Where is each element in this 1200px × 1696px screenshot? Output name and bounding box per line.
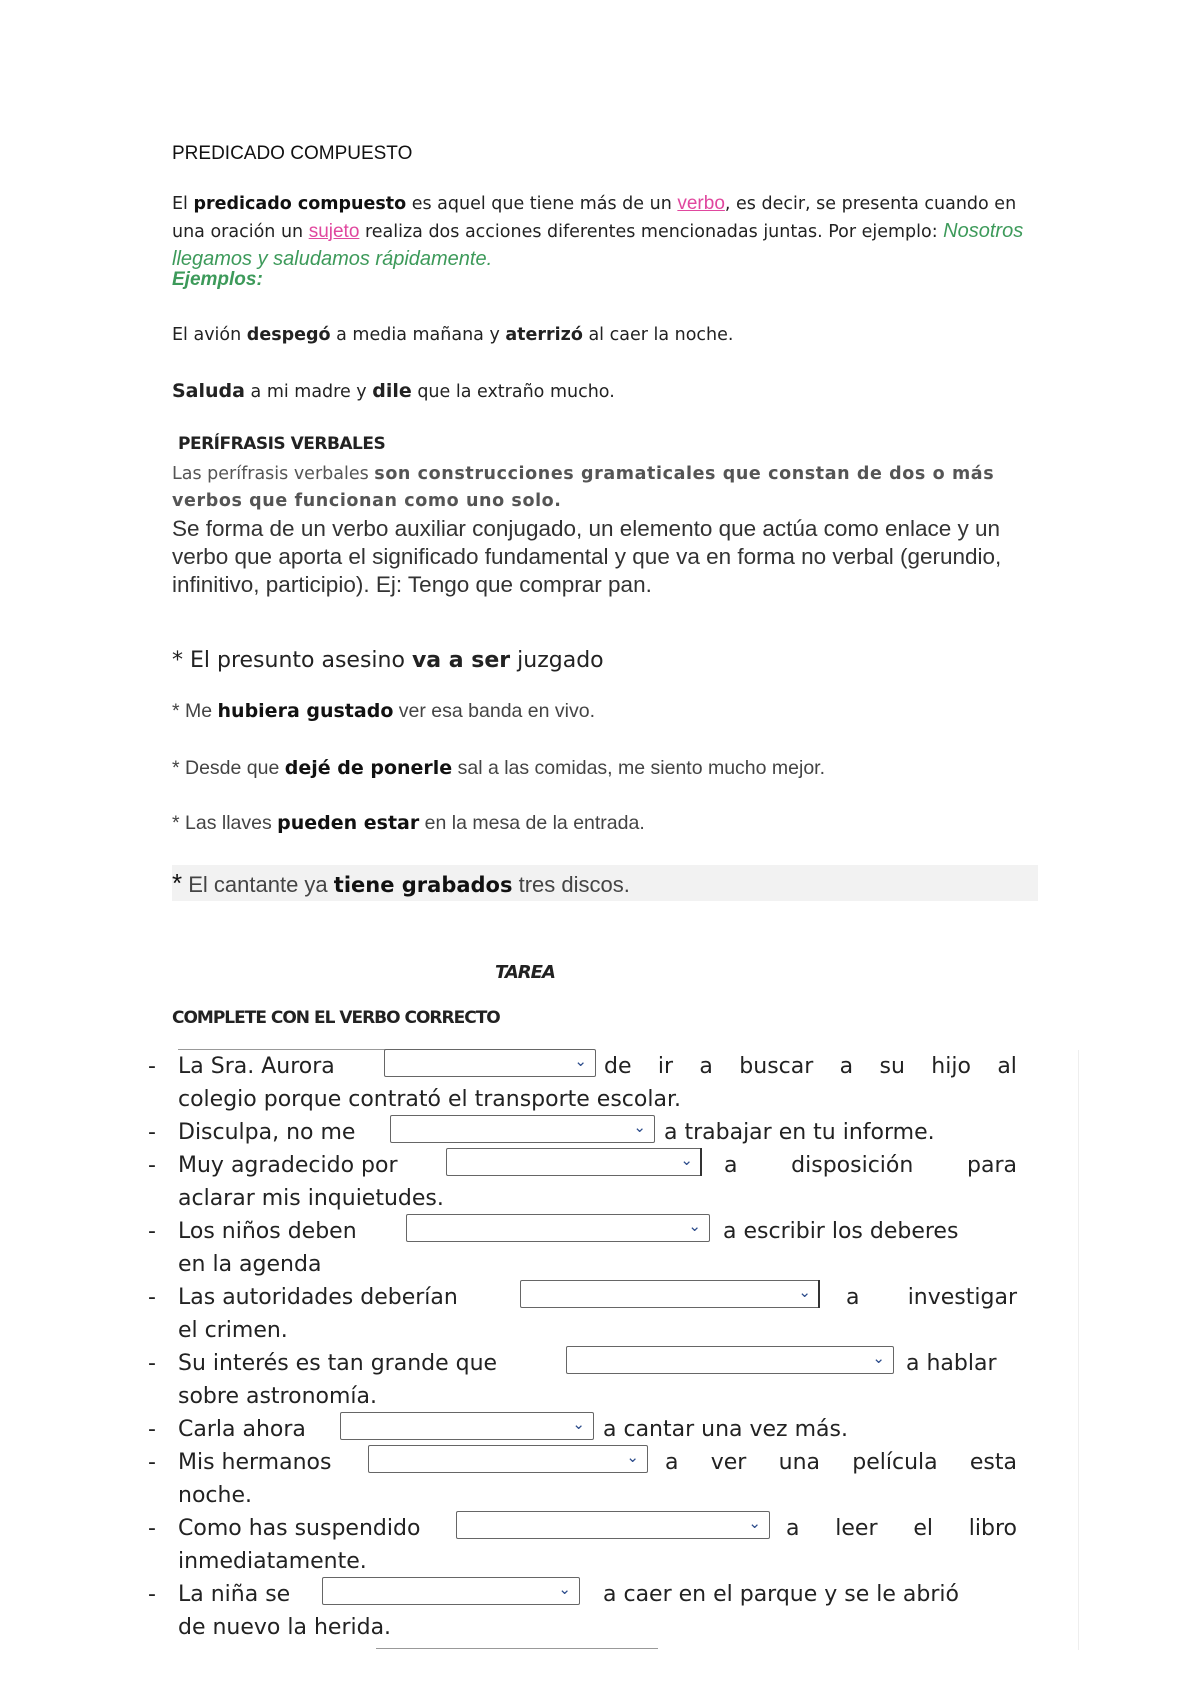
word: investigar xyxy=(907,1285,1017,1310)
exercise-9-continuation: inmediatamente. xyxy=(178,1549,367,1574)
field-border xyxy=(818,1280,820,1308)
text: en la mesa de la entrada. xyxy=(419,812,645,834)
exercise-8-select[interactable] xyxy=(368,1445,648,1473)
bullet-dash: - xyxy=(148,1153,156,1178)
word: a xyxy=(724,1153,738,1178)
exercise-10-select[interactable] xyxy=(322,1577,580,1605)
exercise-6-select[interactable] xyxy=(566,1346,894,1374)
text: Las perífrasis verbales xyxy=(172,464,375,484)
verb-bold: despegó xyxy=(246,325,331,345)
exercise-10-continuation: de nuevo la herida. xyxy=(178,1615,392,1640)
exercise-5-select[interactable] xyxy=(520,1280,820,1308)
definition-paragraph xyxy=(172,190,1052,274)
exercise-9-prefix: Como has suspendido xyxy=(178,1516,421,1541)
exercise-4-suffix: a escribir los deberes xyxy=(723,1219,959,1244)
page-title: PREDICADO COMPUESTO xyxy=(172,143,413,164)
exercise-2-suffix: a trabajar en tu informe. xyxy=(664,1120,935,1145)
text: a mi madre y xyxy=(244,382,373,402)
exercise-8-continuation: noche. xyxy=(178,1483,252,1508)
word: a xyxy=(839,1054,854,1079)
examples-heading: Ejemplos: xyxy=(172,269,263,290)
exercise-8-prefix: Mis hermanos xyxy=(178,1450,332,1475)
exercise-7-prefix: Carla ahora xyxy=(178,1417,306,1442)
word: a xyxy=(786,1516,800,1541)
exercise-9-select[interactable] xyxy=(456,1511,770,1539)
bullet-dash: - xyxy=(148,1219,156,1244)
example-1 xyxy=(172,325,733,345)
word: hijo xyxy=(931,1054,971,1079)
word: esta xyxy=(969,1450,1017,1475)
text: , es decir, se presenta cuando en una oración un xyxy=(172,194,1017,242)
exercise-6-prefix: Su interés es tan grande que xyxy=(178,1351,498,1376)
word: su xyxy=(879,1054,905,1079)
bullet-dash: - xyxy=(148,1351,156,1376)
exercise-4-continuation: en la agenda xyxy=(178,1252,322,1277)
definition-bold: son construcciones gramaticales que constan de dos o más verbos que funcionan como uno solo. xyxy=(172,464,995,511)
word: ir xyxy=(657,1054,674,1079)
divider xyxy=(1078,1050,1079,1650)
text: El cantante ya xyxy=(182,872,334,897)
verb-bold: dejé de ponerle xyxy=(284,757,453,779)
text: juzgado xyxy=(510,648,604,673)
word: una xyxy=(778,1450,820,1475)
verb-bold: hubiera gustado xyxy=(217,700,394,722)
text: * Desde que xyxy=(172,757,285,779)
chevron-down-icon: ⌄ xyxy=(572,1415,585,1433)
perifrasis-explanation: Se forma de un verbo auxiliar conjugado, un elemento que actúa como enlace y un verbo que aporta el significado fundamental y que va en forma no verbal (gerundio, infinitivo, participio). Ej: Tengo que comprar pan. xyxy=(172,516,1002,597)
text: * El presunto asesino xyxy=(172,648,412,673)
word: al xyxy=(997,1054,1017,1079)
exercise-8-suffix xyxy=(665,1450,1017,1475)
perifrasis-example-3 xyxy=(172,757,825,780)
exercise-6-suffix: a hablar xyxy=(906,1351,997,1376)
chevron-down-icon: ⌄ xyxy=(872,1349,885,1367)
chevron-down-icon: ⌄ xyxy=(574,1052,587,1070)
chevron-down-icon: ⌄ xyxy=(688,1217,701,1235)
verb-bold: va a ser xyxy=(411,648,511,673)
exercise-3-continuation: aclarar mis inquietudes. xyxy=(178,1186,444,1211)
exercise-3-select[interactable] xyxy=(446,1148,702,1176)
exercise-7-select[interactable] xyxy=(340,1412,594,1440)
chevron-down-icon: ⌄ xyxy=(626,1448,639,1466)
example-sentence: Nosotros llegamos y saludamos rápidamente xyxy=(172,220,1024,270)
verb-bold: Saluda xyxy=(172,380,245,402)
word: libro xyxy=(968,1516,1017,1541)
text: El xyxy=(172,194,194,214)
example-2 xyxy=(172,380,615,402)
bullet-dash: - xyxy=(148,1450,156,1475)
chevron-down-icon: ⌄ xyxy=(798,1283,811,1301)
exercise-1-continuation: colegio porque contrató el transporte escolar. xyxy=(178,1087,681,1112)
exercise-1-suffix xyxy=(604,1054,1017,1079)
bullet-dash: - xyxy=(148,1054,156,1079)
word: ver xyxy=(710,1450,747,1475)
text: ver esa banda en vivo. xyxy=(393,700,596,722)
exercise-7-suffix: a cantar una vez más. xyxy=(603,1417,848,1442)
perifrasis-example-1 xyxy=(172,648,604,673)
bullet-dash: - xyxy=(148,1417,156,1442)
sujeto-link[interactable]: sujeto xyxy=(308,221,360,242)
exercise-10-prefix: La niña se xyxy=(178,1582,291,1607)
text: realiza dos acciones diferentes mencionadas juntas. Por ejemplo: xyxy=(359,222,944,242)
divider xyxy=(178,1049,410,1050)
bullet-dash: - xyxy=(148,1516,156,1541)
perifrasis-example-4 xyxy=(172,812,645,835)
perifrasis-definition xyxy=(172,461,1052,515)
exercise-1-prefix: La Sra. Aurora xyxy=(178,1054,335,1079)
exercise-2-select[interactable] xyxy=(390,1115,655,1143)
chevron-down-icon: ⌄ xyxy=(558,1580,571,1598)
exercise-5-prefix: Las autoridades deberían xyxy=(178,1285,458,1310)
word: disposición xyxy=(791,1153,914,1178)
verb-bold: aterrizó xyxy=(505,325,583,345)
word: leer xyxy=(835,1516,878,1541)
task-instruction: COMPLETE CON EL VERBO CORRECTO xyxy=(172,1008,500,1028)
chevron-down-icon: ⌄ xyxy=(633,1118,646,1136)
perifrasis-example-2 xyxy=(172,700,595,723)
text: El avión xyxy=(172,325,247,345)
text: * Me xyxy=(172,700,218,722)
word: buscar xyxy=(739,1054,814,1079)
term-bold: predicado compuesto xyxy=(193,194,407,214)
perifrasis-example-5 xyxy=(172,868,630,899)
exercise-6-continuation: sobre astronomía. xyxy=(178,1384,377,1409)
perifrasis-heading: PERÍFRASIS VERBALES xyxy=(178,434,386,454)
verb-bold: tiene grabados xyxy=(333,873,513,897)
word: el xyxy=(913,1516,933,1541)
exercise-3-suffix xyxy=(724,1153,1017,1178)
word: a xyxy=(699,1054,713,1079)
word: de xyxy=(604,1054,632,1079)
exercise-5-suffix xyxy=(846,1285,1017,1310)
word: película xyxy=(852,1450,938,1475)
task-title: TAREA xyxy=(495,962,555,983)
exercise-10-suffix: a caer en el parque y se le abrió xyxy=(603,1582,959,1607)
exercise-2-prefix: Disculpa, no me xyxy=(178,1120,356,1145)
text: sal a las comidas, me siento mucho mejor. xyxy=(452,757,826,779)
text: tres discos. xyxy=(512,872,630,897)
bullet-dash: - xyxy=(148,1582,156,1607)
text: al caer la noche. xyxy=(582,325,734,345)
chevron-down-icon: ⌄ xyxy=(748,1514,761,1532)
verb-bold: pueden estar xyxy=(277,812,420,834)
chevron-down-icon: ⌄ xyxy=(680,1151,693,1169)
word: para xyxy=(967,1153,1017,1178)
exercise-9-suffix xyxy=(786,1516,1017,1541)
divider xyxy=(376,1648,658,1649)
exercise-4-select[interactable] xyxy=(406,1214,710,1242)
exercise-4-prefix: Los niños deben xyxy=(178,1219,357,1244)
field-border xyxy=(700,1148,702,1176)
text: * Las llaves xyxy=(172,812,278,834)
bullet-dash: - xyxy=(148,1285,156,1310)
exercise-3-prefix: Muy agradecido por xyxy=(178,1153,398,1178)
asterisk: * xyxy=(172,868,183,898)
text: que la extraño mucho. xyxy=(411,382,615,402)
text: . xyxy=(486,248,493,270)
text: a media mañana y xyxy=(330,325,506,345)
exercise-5-continuation: el crimen. xyxy=(178,1318,288,1343)
word: a xyxy=(846,1285,860,1310)
exercise-1-select[interactable] xyxy=(384,1049,596,1077)
verb-bold: dile xyxy=(372,380,412,402)
text: es aquel que tiene más de un xyxy=(406,194,678,214)
bullet-dash: - xyxy=(148,1120,156,1145)
word: a xyxy=(665,1450,679,1475)
verbo-link[interactable]: verbo xyxy=(677,193,725,214)
